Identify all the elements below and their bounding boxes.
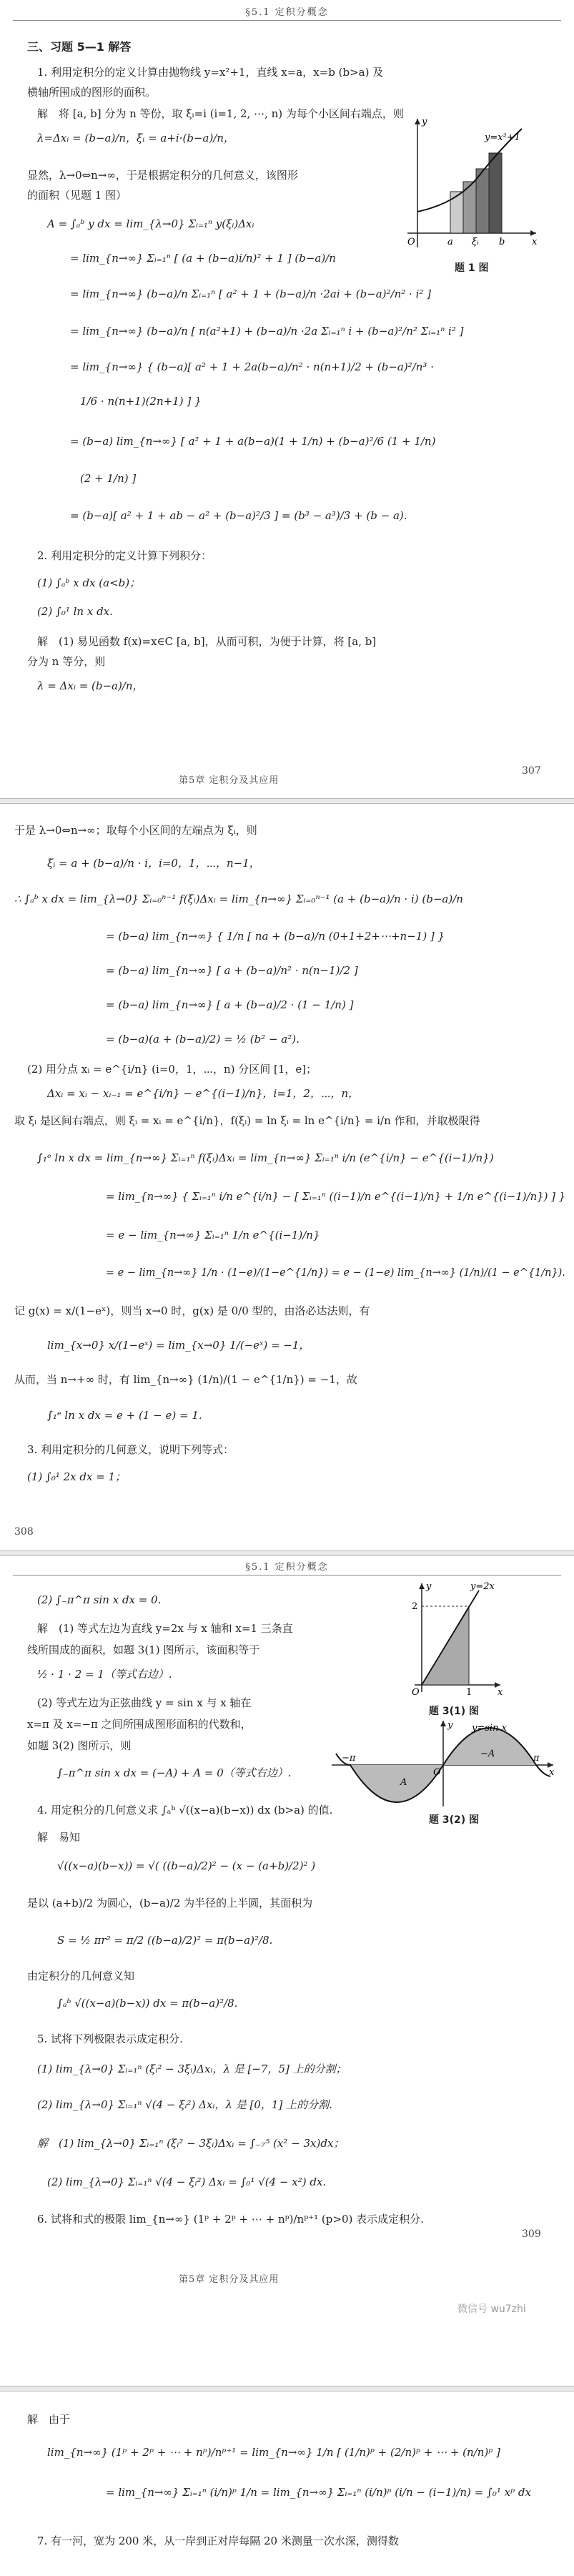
label-x: x bbox=[549, 1767, 555, 1778]
page-separator bbox=[0, 1550, 574, 1556]
formula-line: = (b−a) lim_{n→∞} { 1/n [ na + (b−a)/n (0+1+2+⋯+n−1) ] } bbox=[106, 930, 445, 943]
figure-3-1-caption: 题 3(1) 图 bbox=[429, 1706, 480, 1717]
formula-line: A = ∫ₐᵇ y dx = lim_{λ→0} Σᵢ₌₁ⁿ y(ξᵢ)Δxᵢ bbox=[47, 217, 254, 230]
text-line: 从而，当 n→+∞ 时，有 lim_{n→∞} (1/n)/(1 − e^{1/n}) = −1，故 bbox=[14, 1373, 357, 1386]
page-separator bbox=[0, 2386, 574, 2391]
text-line: 解 (1) 易见函数 f(x)=x∈C [a, b]，从而可积，为便于计算，将 [a, b] bbox=[37, 635, 377, 648]
label-o: O bbox=[433, 1767, 441, 1778]
text-line: 1. 利用定积分的定义计算由抛物线 y=x²+1，直线 x=a，x=b (b>a) 及 bbox=[37, 66, 384, 79]
formula-line: Δxᵢ = xᵢ − xᵢ₋₁ = e^{i/n} − e^{(i−1)/n}，i=1，2，⋯，n， bbox=[47, 1087, 360, 1100]
formula-line: ∫ₐᵇ √((x−a)(b−x)) dx = π(b−a)²/8. bbox=[57, 1997, 238, 2010]
label-x: x bbox=[532, 237, 538, 247]
figure-3-2-caption: 题 3(2) 图 bbox=[429, 1814, 480, 1826]
formula-line: = lim_{n→∞} { (b−a)[ a² + 1 + 2a(b−a)/n² · n(n+1)/2 + (b−a)²/n³ · bbox=[70, 360, 434, 373]
text-line: 2. 利用定积分的定义计算下列积分： bbox=[37, 549, 212, 562]
formula-line: = (b−a)[ a² + 1 + ab − a² + (b−a)²/3 ] = (b³ − a³)/3 + (b − a). bbox=[70, 509, 407, 522]
label-b: b bbox=[499, 237, 505, 247]
formula-line: lim_{n→∞} (1ᵖ + 2ᵖ + ⋯ + nᵖ)/nᵖ⁺¹ = lim_{n→∞} 1/n [ (1/n)ᵖ + (2/n)ᵖ + ⋯ + (n/n)ᵖ ] bbox=[47, 2446, 500, 2459]
label-y: y bbox=[447, 1720, 453, 1731]
curve-label: y=2x bbox=[470, 1581, 495, 1592]
formula-line: (2) lim_{λ→0} Σᵢ₌₁ⁿ √(4 − ξᵢ²) Δxᵢ = ∫₀¹ √(4 − x²) dx. bbox=[47, 2176, 327, 2188]
text-line: 解 由于 bbox=[27, 2413, 71, 2426]
page-310-partial bbox=[0, 2391, 574, 2576]
formula-line: (2) lim_{λ→0} Σᵢ₌₁ⁿ √(4 − ξᵢ²) Δxᵢ，λ 是 [0，1] 上的分割. bbox=[37, 2098, 332, 2111]
label-2: 2 bbox=[412, 1601, 418, 1612]
figure-3-2-sine bbox=[329, 1718, 558, 1811]
formula-line: λ=Δxᵢ = (b−a)/n，ξᵢ = a+i·(b−a)/n， bbox=[37, 132, 235, 144]
formula-line: ∴ ∫ₐᵇ x dx = lim_{λ→0} Σᵢ₌₀ⁿ⁻¹ f(ξᵢ)Δxᵢ = lim_{n→∞} Σᵢ₌₀ⁿ⁻¹ (a + (b−a)/n · i) (b−a)/n bbox=[14, 893, 463, 905]
figure-3-1-line bbox=[400, 1578, 508, 1699]
formula-line: ξᵢ = a + (b−a)/n · i，i=0，1，⋯，n−1， bbox=[47, 857, 260, 870]
figure-1-parabola bbox=[400, 112, 543, 255]
text-line: 解 将 [a, b] 分为 n 等份，取 ξᵢ=i (i=1, 2, ⋯, n) 为每个小区间右端点，则 bbox=[37, 107, 404, 120]
label-area-a: A bbox=[400, 1777, 407, 1788]
page-309 bbox=[0, 1556, 574, 2393]
text-line: 于是 λ→0⇔n→∞；取每个小区间的左端点为 ξᵢ，则 bbox=[14, 824, 257, 837]
page-number: 307 bbox=[522, 765, 541, 777]
text-line: 4. 用定积分的几何意义求 ∫ₐᵇ √((x−a)(b−x)) dx (b>a) 的值. bbox=[37, 1804, 333, 1817]
formula-line: (1) ∫₀¹ 2x dx = 1； bbox=[27, 1470, 127, 1483]
formula-line: √((x−a)(b−x)) = √( ((b−a)/2)² − (x − (a+b)/2)² ) bbox=[57, 1859, 316, 1872]
page-separator bbox=[0, 798, 574, 804]
label-area-neg-a: −A bbox=[480, 1749, 495, 1759]
formula-line: ½ · 1 · 2 = 1（等式右边）. bbox=[37, 1668, 172, 1681]
formula-line: = (b−a) lim_{n→∞} [ a + (b−a)/n² · n(n−1)/2 ] bbox=[106, 964, 358, 977]
page-number: 309 bbox=[522, 2228, 541, 2240]
figure-1-caption: 题 1 图 bbox=[455, 262, 489, 274]
page-footer: 第5章 定积分及其应用 bbox=[179, 2274, 279, 2285]
page-307 bbox=[0, 0, 574, 801]
header-rule bbox=[13, 20, 561, 21]
text-line: 3. 利用定积分的几何意义，说明下列等式： bbox=[27, 1443, 234, 1456]
formula-line: ∫₁ᵉ ln x dx = e + (1 − e) = 1. bbox=[47, 1409, 202, 1422]
label-1: 1 bbox=[466, 1687, 472, 1698]
formula-line: = e − lim_{n→∞} 1/n · (1−e)/(1−e^{1/n}) = e − (1−e) lim_{n→∞} (1/n)/(1 − e^{1/n}). bbox=[106, 1266, 565, 1279]
text-line: (2) 用分点 xᵢ = e^{i/n} (i=0，1，⋯，n) 分区间 [1，e]； bbox=[27, 1063, 317, 1076]
text-line: 如题 3(2) 图所示，则 bbox=[27, 1739, 132, 1752]
formula-line: = (b−a)(a + (b−a)/2) = ½ (b² − a²). bbox=[106, 1033, 300, 1046]
text-line: 是以 (a+b)/2 为圆心，(b−a)/2 为半径的上半圆，其面积为 bbox=[27, 1897, 313, 1909]
text-line: 显然，λ→0⇔n→∞，于是根据定积分的几何意义，该图形 bbox=[27, 169, 298, 182]
formula-line: = lim_{n→∞} Σᵢ₌₁ⁿ (i/n)ᵖ 1/n = lim_{n→∞} Σᵢ₌₁ⁿ (i/n)ᵖ (i/n − (i−1)/n) = ∫₀¹ xᵖ dx bbox=[106, 2486, 531, 2499]
formula-line: (1) ∫ₐᵇ x dx (a<b)； bbox=[37, 576, 141, 589]
page-footer: 第5章 定积分及其应用 bbox=[179, 775, 279, 786]
running-header: §5.1 定积分概念 bbox=[245, 1562, 329, 1573]
running-header: §5.1 定积分概念 bbox=[245, 7, 329, 18]
label-o: O bbox=[412, 1687, 420, 1698]
formula-line: = lim_{n→∞} Σᵢ₌₁ⁿ [ (a + (b−a)i/n)² + 1 ] (b−a)/n bbox=[70, 252, 336, 265]
formula-line: (2) ∫₋π^π sin x dx = 0. bbox=[37, 1593, 162, 1606]
label-y: y bbox=[426, 1581, 432, 1592]
label-neg-pi: −π bbox=[342, 1753, 356, 1764]
formula-line: (2) ∫₀¹ ln x dx. bbox=[37, 605, 113, 618]
formula-line: = lim_{n→∞} { Σᵢ₌₁ⁿ i/n e^{i/n} − [ Σᵢ₌₁ⁿ ((i−1)/n e^{(i−1)/n} + 1/n e^{(i−1)/n}) ] } bbox=[106, 1190, 566, 1203]
page-number: 308 bbox=[14, 1526, 34, 1538]
text-line: 7. 有一河，宽为 200 米，从一岸到正对岸每隔 20 米测量一次水深，测得数 bbox=[37, 2535, 399, 2547]
curve-label: y=x²+1 bbox=[485, 132, 520, 143]
text-line: (2) 等式左边为正弦曲线 y = sin x 与 x 轴在 bbox=[37, 1696, 252, 1709]
text-line: 5. 试将下列极限表示成定积分. bbox=[37, 2032, 183, 2045]
label-x: x bbox=[498, 1687, 503, 1698]
formula-line: S = ½ πr² = π/2 ((b−a)/2)² = π(b−a)²/8. bbox=[57, 1934, 273, 1947]
text-line: 取 ξᵢ 是区间右端点，则 ξᵢ = xᵢ = e^{i/n}，f(ξᵢ) = ln ξᵢ = ln e^{i/n} = i/n 作和，并取极限得 bbox=[14, 1114, 480, 1127]
text-line: 解 易知 bbox=[37, 1831, 81, 1844]
page-308 bbox=[0, 804, 574, 1555]
label-xi: ξᵢ bbox=[472, 237, 479, 247]
formula-line: = e − lim_{n→∞} Σᵢ₌₁ⁿ 1/n e^{(i−1)/n} bbox=[106, 1229, 320, 1242]
text-line: 由定积分的几何意义知 bbox=[27, 1970, 135, 1982]
text-line: 的面积（见题 1 图） bbox=[27, 189, 127, 202]
formula-line: (1) lim_{λ→0} Σᵢ₌₁ⁿ (ξᵢ² − 3ξᵢ)Δxᵢ，λ 是 [−7，5] 上的分割； bbox=[37, 2063, 347, 2075]
formula-line: ∫₋π^π sin x dx = (−A) + A = 0（等式右边）. bbox=[57, 1766, 292, 1779]
formula-line: = (b−a) lim_{n→∞} [ a + (b−a)/2 · (1 − 1/n) ] bbox=[106, 998, 354, 1011]
text-line: 线所围成的面积，如题 3(1) 图所示，该面积等于 bbox=[27, 1643, 260, 1656]
label-a: a bbox=[447, 237, 453, 247]
label-o: O bbox=[407, 237, 415, 247]
label-y: y bbox=[422, 117, 427, 127]
text-line: 6. 试将和式的极限 lim_{n→∞} (1ᵖ + 2ᵖ + ⋯ + nᵖ)/nᵖ⁺¹ (p>0) 表示成定积分. bbox=[37, 2213, 424, 2226]
formula-line: = lim_{n→∞} (b−a)/n [ n(a²+1) + (b−a)/n ·2a Σᵢ₌₁ⁿ i + (b−a)²/n² Σᵢ₌₁ⁿ i² ] bbox=[70, 325, 464, 338]
section-title: 三、习题 5—1 解答 bbox=[27, 40, 132, 54]
formula-line: 1/6 · n(n+1)(2n+1) ] } bbox=[80, 395, 202, 408]
watermark: 微信号 wu7zhi bbox=[457, 2304, 526, 2315]
formula-line: ∫₁ᵉ ln x dx = lim_{n→∞} Σᵢ₌₁ⁿ f(ξᵢ)Δxᵢ = lim_{n→∞} Σᵢ₌₁ⁿ i/n (e^{i/n} − e^{(i−1)/n}) bbox=[37, 1151, 494, 1164]
text-line: 分为 n 等分，则 bbox=[27, 655, 106, 668]
text-line: x=π 及 x=−π 之间所围成图形面积的代数和， bbox=[27, 1718, 252, 1731]
text-line: 记 g(x) = x/(1−eˣ)，则当 x→0 时，g(x) 是 0/0 型的，由洛必达法则，有 bbox=[14, 1304, 370, 1317]
text-line: 横轴所围成的图形的面积。 bbox=[27, 86, 157, 99]
formula-line: 解 (1) lim_{λ→0} Σᵢ₌₁ⁿ (ξᵢ² − 3ξᵢ)Δxᵢ = ∫₋₇⁵ (x² − 3x)dx； bbox=[37, 2137, 345, 2150]
formula-line: = (b−a) lim_{n→∞} [ a² + 1 + a(b−a)(1 + 1/n) + (b−a)²/6 (1 + 1/n) bbox=[70, 435, 436, 448]
label-pi: π bbox=[533, 1753, 540, 1764]
formula-line: = lim_{n→∞} (b−a)/n Σᵢ₌₁ⁿ [ a² + 1 + (b−a)/n ·2ai + (b−a)²/n² · i² ] bbox=[70, 287, 432, 300]
formula-line: lim_{x→0} x/(1−eˣ) = lim_{x→0} 1/(−eˣ) = −1， bbox=[47, 1339, 310, 1352]
curve-label: y=sin x bbox=[472, 1723, 507, 1734]
formula-line: λ = Δxᵢ = (b−a)/n， bbox=[37, 679, 144, 692]
formula-line: (2 + 1/n) ] bbox=[80, 472, 137, 485]
text-line: 解 (1) 等式左边为直线 y=2x 与 x 轴和 x=1 三条直 bbox=[37, 1622, 293, 1635]
